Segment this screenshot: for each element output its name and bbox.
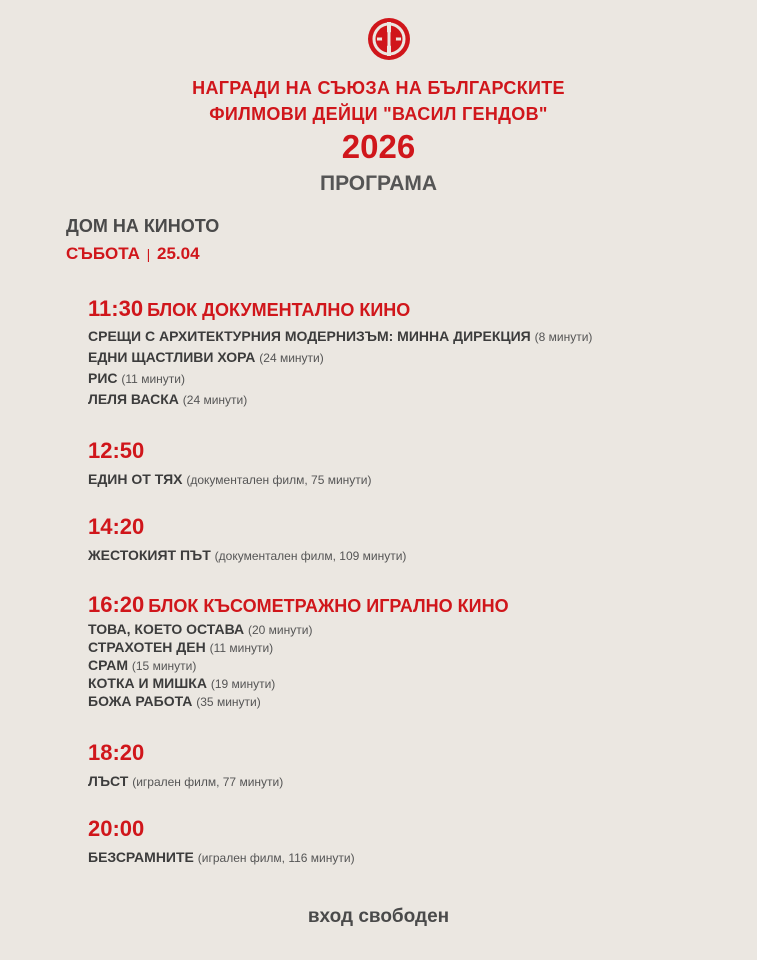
block-heading [88,592,509,618]
block-time: 14:20 [88,514,145,539]
union-logo-icon [367,17,411,61]
block-heading [88,816,355,842]
film-item [88,328,592,344]
film-item [88,370,592,386]
film-meta: (24 минути) [182,393,248,407]
block-heading [88,514,406,540]
title-line-2: ФИЛМОВИ ДЕЙЦИ "ВАСИЛ ГЕНДОВ" [209,104,548,124]
film-meta: (35 минути) [196,695,261,709]
film-item [88,471,371,487]
film-title: ТОВА, КОЕТО ОСТАВА [88,621,245,637]
film-meta: (15 минути) [131,659,197,673]
film-meta: (документален филм, 75 минути) [186,473,372,487]
schedule-block [88,514,406,563]
block-title: БЛОК ДОКУМЕНТАЛНО КИНО [147,300,411,320]
block-title: БЛОК КЪСОМЕТРАЖНО ИГРАЛНО КИНО [148,596,509,616]
block-heading [88,740,283,766]
film-meta: (19 минути) [210,677,276,691]
film-item [88,621,509,637]
film-title: ЛЪСТ [88,773,129,789]
film-title: ЕДНИ ЩАСТЛИВИ ХОРА [88,349,256,365]
block-time: 11:30 [88,296,144,321]
date-day: СЪБОТА [66,244,140,263]
venue-label: ДОМ НА КИНОТО [66,216,220,236]
block-time: 18:20 [88,740,145,765]
schedule-block [88,296,592,407]
film-item [88,349,592,365]
film-item [88,773,283,789]
block-heading [88,438,371,464]
film-item [88,639,509,655]
film-item [88,675,509,691]
film-title: БОЖА РАБОТА [88,693,193,709]
film-title: РИС [88,370,118,386]
free-entry-footer: вход свободен [307,906,450,927]
film-meta: (20 минути) [248,623,313,637]
film-title: ЕДИН ОТ ТЯХ [88,471,183,487]
film-meta: (11 минути) [209,641,274,655]
block-time: 20:00 [88,816,145,841]
film-meta: (24 минути) [259,351,324,365]
block-time: 12:50 [88,438,145,463]
film-title: ЖЕСТОКИЯТ ПЪТ [88,547,211,563]
film-item [88,547,406,563]
film-title: БЕЗСРАМНИТЕ [88,849,194,865]
date-label [66,244,200,264]
film-meta: (8 минути) [534,330,593,344]
schedule-block [88,816,355,865]
film-item [88,693,509,709]
title-line-1: НАГРАДИ НА СЪЮЗА НА БЪЛГАРСКИТЕ [192,78,565,98]
schedule-block [88,438,371,487]
film-item [88,391,592,407]
film-item [88,657,509,673]
film-title: СРЕЩИ С АРХИТЕКТУРНИЯ МОДЕРНИЗЪМ: МИННА ДИРЕКЦИЯ [88,328,531,344]
film-meta: (игрален филм, 116 минути) [197,851,355,865]
film-title: СРАМ [88,657,128,673]
year-heading: 2026 [341,128,416,165]
block-time: 16:20 [88,592,145,617]
film-meta: (11 минути) [121,372,185,386]
film-title: ЛЕЛЯ ВАСКА [88,391,179,407]
film-meta: (игрален филм, 77 минути) [132,775,284,789]
film-item [88,849,355,865]
schedule-block [88,592,509,709]
schedule-block [88,740,283,789]
block-heading [88,296,592,322]
program-heading: ПРОГРАМА [319,172,438,195]
film-title: КОТКА И МИШКА [88,675,207,691]
date-separator: | [146,246,151,262]
film-title: СТРАХОТЕН ДЕН [88,639,206,655]
film-meta: (документален филм, 109 минути) [214,549,407,563]
date-value: 25.04 [156,244,200,263]
